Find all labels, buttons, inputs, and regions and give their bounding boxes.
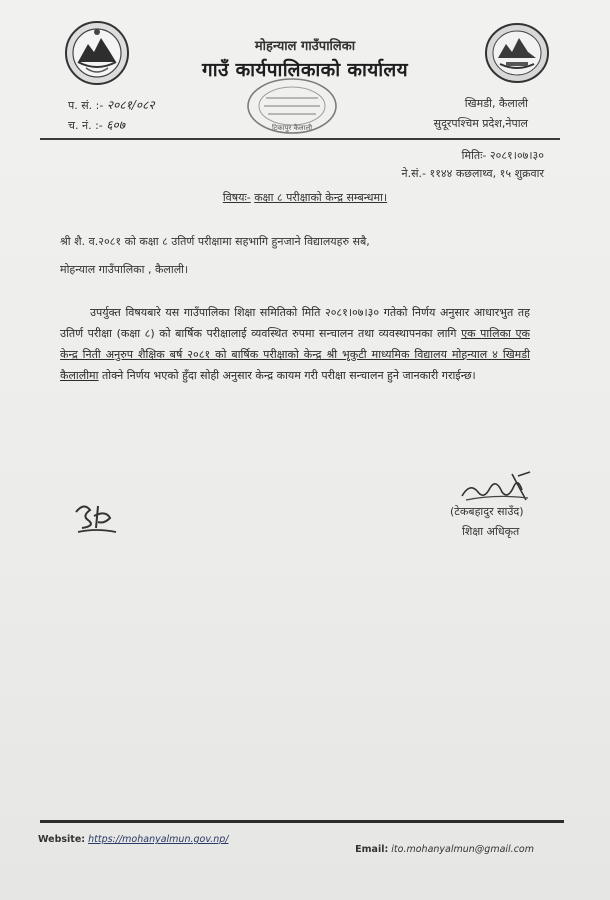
letter-date: मितिः- २०८१।०७।३० [461, 149, 544, 162]
email-label: Email: [355, 844, 389, 855]
stamp-text: टिकापुर कैलाली [271, 124, 313, 132]
address-line-2: सुदूरपश्चिम प्रदेश,नेपाल [433, 117, 528, 130]
letter-number [68, 96, 155, 113]
municipality-name: मोहन्याल गाउँपालिका [254, 39, 356, 54]
subject-label: विषयः- [222, 191, 251, 204]
footer-email [355, 844, 534, 855]
dispatch-number-label: च. नं. :- [68, 119, 103, 132]
body-text-exam-center: एक पालिका एक केन्द्र निती अनुरुप शैक्षिक बर्ष २०८१ को बार्षिक परीक्षाको केन्द्र श्री भृकुटी माध्यमिक विद्यालय मोहन्याल ४ खिमडी कैलालीमा [60, 327, 530, 382]
addressee-line-1: श्री शै. व.२०८१ को कक्षा ८ उतिर्ण परीक्षामा सहभागि हुनजाने विद्यालयहरु सबै, [60, 235, 370, 248]
office-title: गाउँ कार्यपालिकाको कार्यालय [202, 59, 408, 81]
signer-name: (टेकबहादुर साउँद) [450, 505, 524, 518]
nepal-sambat-date: ने.सं.- ११४४ कछलाथ्व, १५ शुक्रवार [401, 167, 544, 180]
website-link[interactable]: https://mohanyalmun.gov.np/ [88, 834, 229, 845]
handwritten-initials [70, 498, 122, 538]
letter-body [60, 302, 530, 386]
letter-number-label: प. सं. :- [68, 99, 104, 112]
signature [456, 470, 536, 506]
addressee-line-2: मोहन्याल गाउँपालिका , कैलाली। [60, 263, 189, 276]
body-text-part-1: उपर्युक्त विषयबारे यस गाउँपालिका शिक्षा समितिको मिति २०८१।०७।३० गतेको निर्णय अनुसार आधारभुत तह उतिर्ण परीक्षा (कक्षा ८) को बार्षिक परीक्षालाई व्यवस्थित रुपमा सन्चालन तथा व्यवस्थापनका लागि [60, 306, 530, 340]
body-text-part-3: तोक्ने निर्णय भएको हुँदा सोही अनुसार केन्द्र कायम गरी परीक्षा सन्चालन हुने जानकारी गराईन्छ। [98, 369, 476, 382]
footer-divider [40, 820, 564, 823]
dispatch-number-value: ६०७ [106, 118, 125, 132]
dispatch-number [68, 116, 125, 133]
office-stamp [244, 76, 340, 136]
header-divider [40, 138, 560, 140]
letter-number-value: २०८१/०८२ [106, 98, 155, 112]
subject-line [0, 190, 610, 205]
website-label: Website: [38, 834, 86, 845]
footer-website [38, 834, 228, 845]
municipality-logo [484, 22, 550, 84]
address-line-1: खिमडी, कैलाली [464, 97, 528, 110]
email-address[interactable]: ito.mohanyalmun@gmail.com [391, 844, 534, 855]
subject-text: कक्षा ८ परीक्षाको केन्द्र सम्बन्धमा। [254, 191, 388, 204]
signer-title: शिक्षा अधिकृत [462, 525, 520, 538]
